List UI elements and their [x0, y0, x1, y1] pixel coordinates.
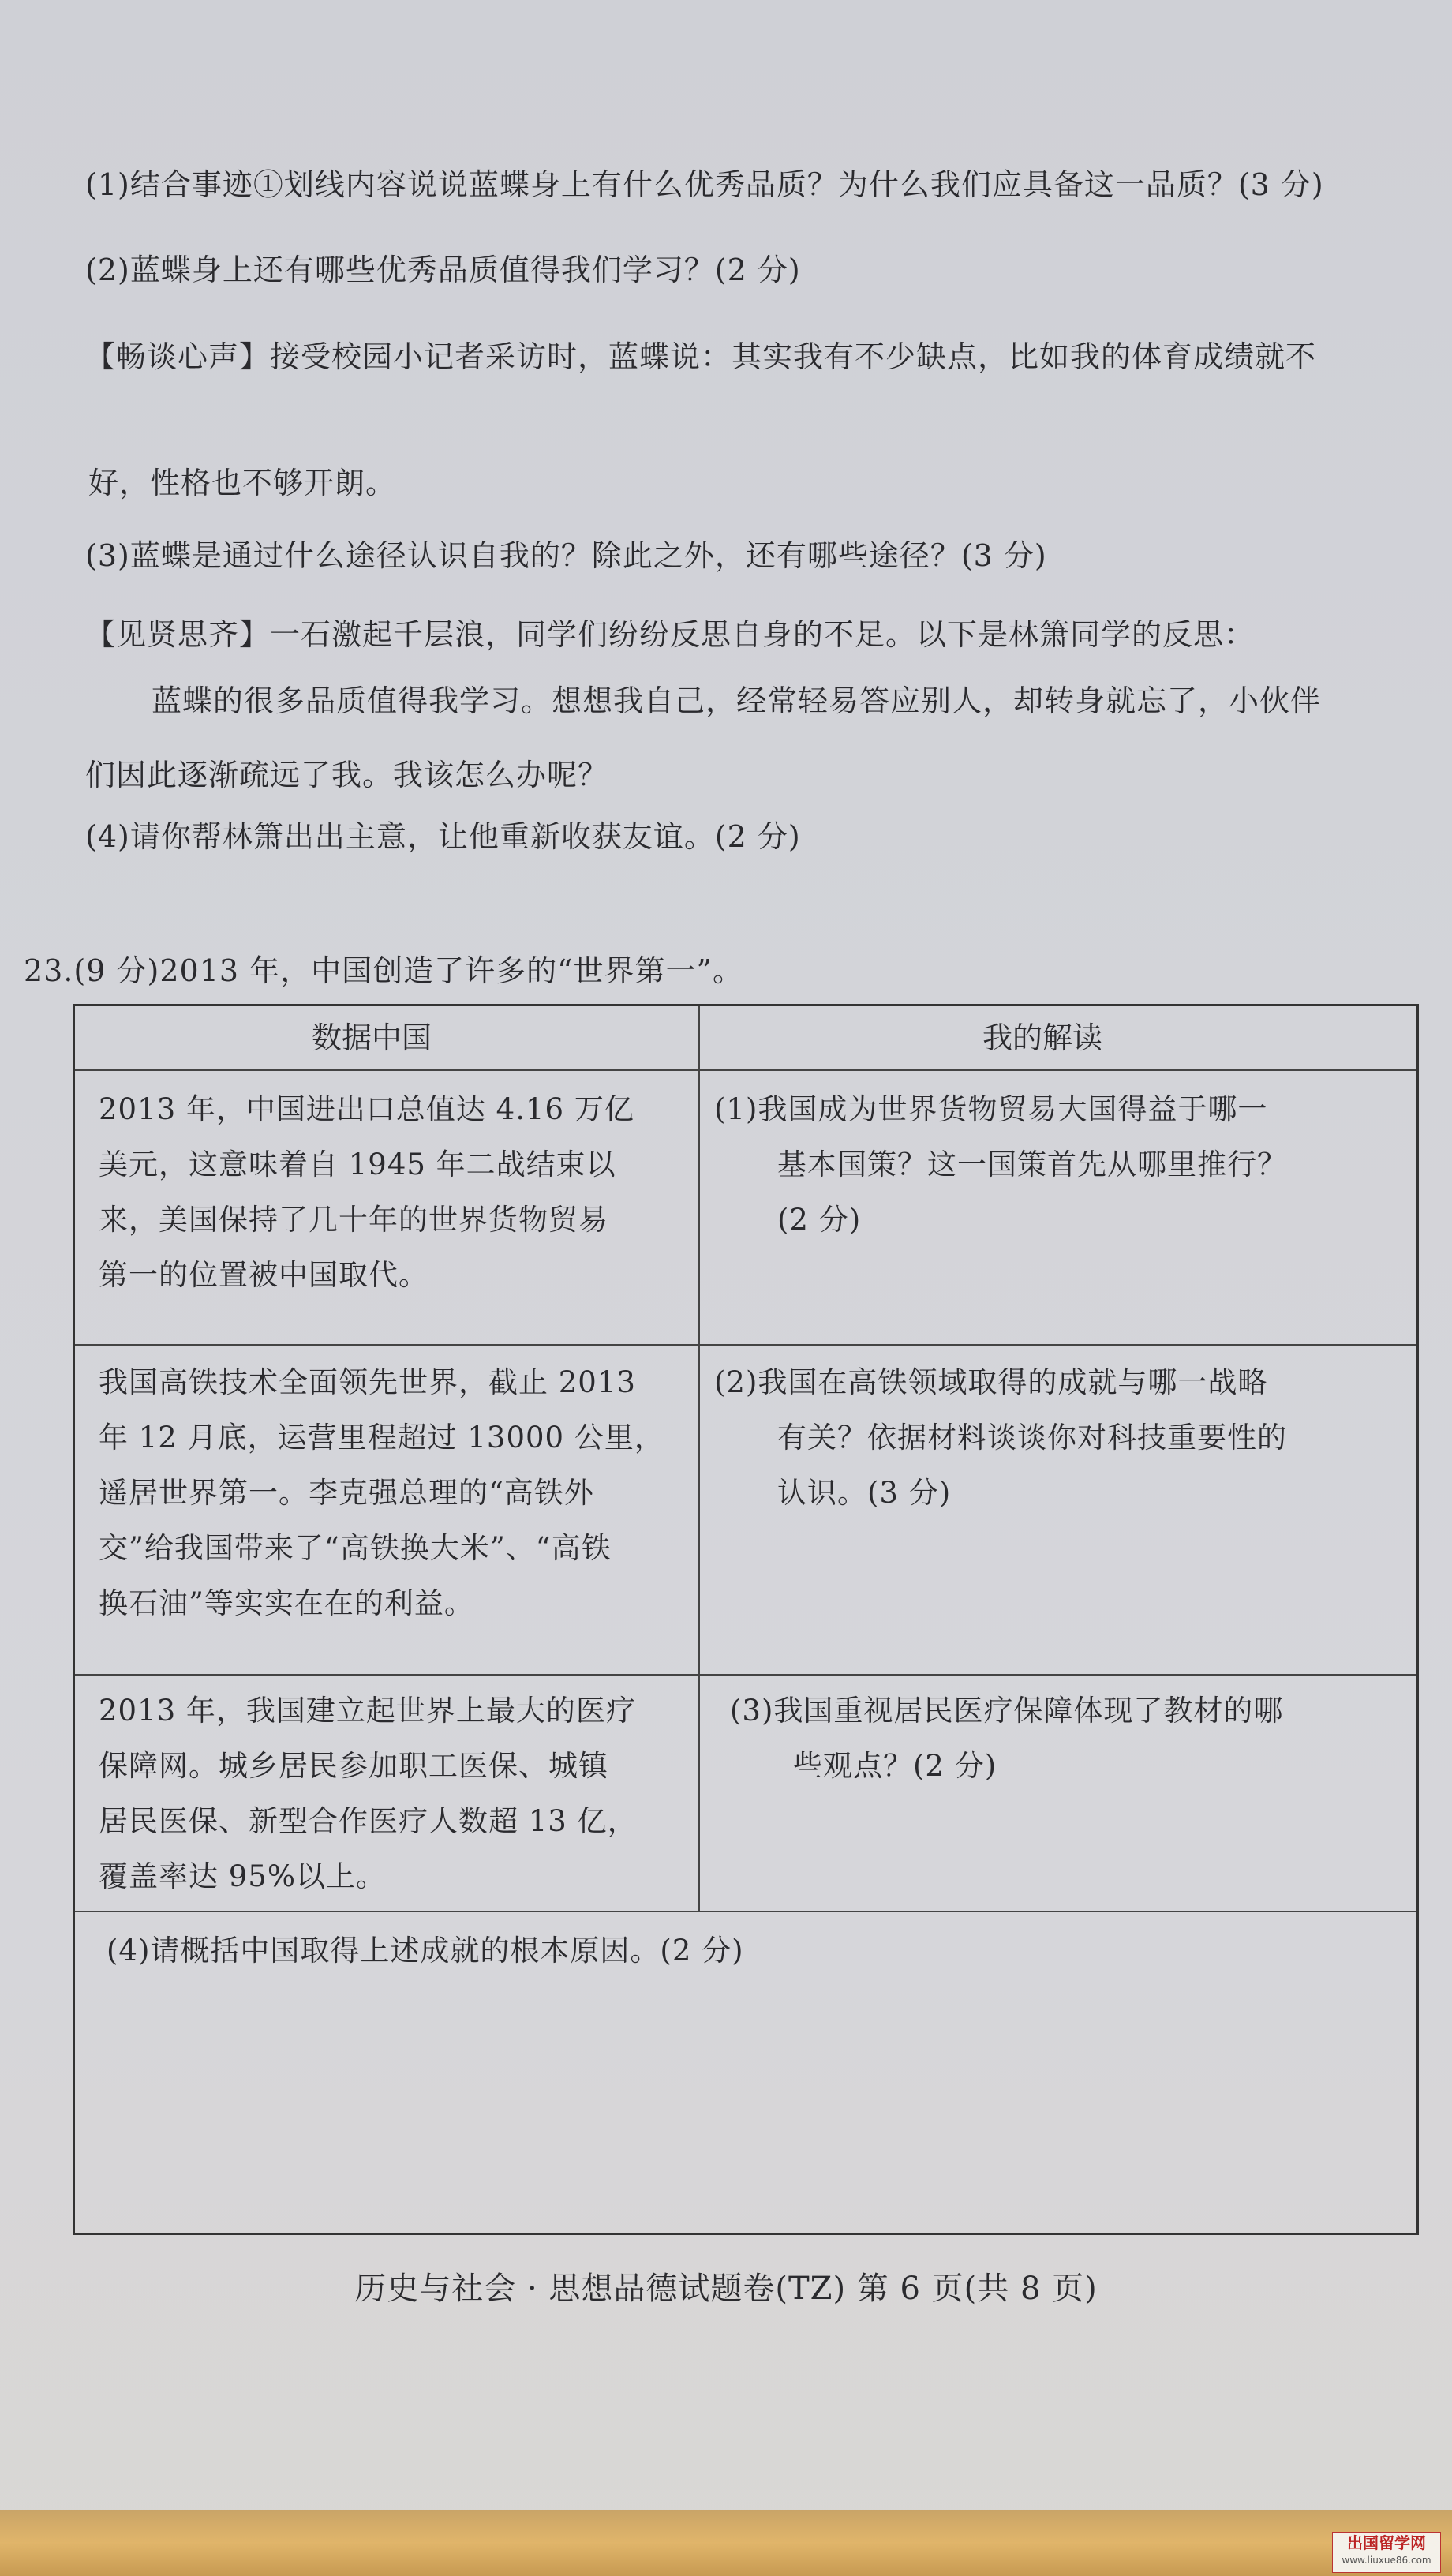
final-question: (4)请概括中国取得上述成就的根本原因。(2 分)	[107, 1934, 744, 1968]
header-data-china: 数据中国	[312, 1020, 432, 1055]
row-1-data-cell	[99, 1082, 634, 1303]
desk-background	[0, 2510, 1452, 2576]
header-my-reading: 我的解读	[982, 1020, 1103, 1055]
row-1-data-line: 2013 年，中国进出口总值达 4.16 万亿	[99, 1092, 634, 1126]
row-3-data-line: 保障网。城乡居民参加职工医保、城镇	[99, 1749, 608, 1783]
voice-paragraph-line-2: 好，性格也不够开朗。	[88, 466, 397, 500]
row-2-question-line: 认识。(3 分)	[777, 1476, 952, 1510]
row-2-data-line: 交”给我国带来了“高铁换大米”、“高铁	[99, 1531, 612, 1565]
row-3-question-line: 些观点？(2 分)	[793, 1749, 997, 1783]
watermark-logo	[1332, 2532, 1441, 2573]
watermark-url: www.liuxue86.com	[1342, 2555, 1431, 2566]
row-2-data-line: 换石油”等实实在在的利益。	[99, 1586, 474, 1620]
row-1-data-line: 来，美国保持了几十年的世界货物贸易	[99, 1203, 608, 1237]
page-footer: 历史与社会 · 思想品德试题卷(TZ) 第 6 页(共 8 页)	[354, 2271, 1098, 2307]
table-header-row	[75, 1006, 1416, 1071]
row-1-data-line: 第一的位置被中国取代。	[99, 1258, 428, 1292]
row-2-data-cell	[99, 1355, 664, 1631]
row-1-data-line: 美元，这意味着自 1945 年二战结束以	[99, 1148, 616, 1181]
row-2-question-line: 有关？依据材料谈谈你对科技重要性的	[777, 1421, 1287, 1455]
reflect-paragraph-line-2: 蓝蝶的很多品质值得我学习。想想我自己，经常轻易答应别人，却转身就忘了，小伙伴	[152, 683, 1322, 718]
watermark-name: 出国留学网	[1347, 2533, 1426, 2552]
row-divider	[75, 1911, 1416, 1912]
question-1: (1)结合事迹①划线内容说说蓝蝶身上有什么优秀品质？为什么我们应具备这一品质？(3 分)	[85, 167, 1324, 202]
question-2: (2)蓝蝶身上还有哪些优秀品质值得我们学习？(2 分)	[85, 253, 801, 287]
question-23-title: 23.(9 分)2013 年，中国创造了许多的“世界第一”。	[24, 953, 743, 988]
row-3-data-cell	[99, 1683, 638, 1904]
row-1-question-line: (2 分)	[777, 1203, 862, 1237]
row-1-question-cell	[714, 1082, 1287, 1248]
row-2-data-line: 遥居世界第一。李克强总理的“高铁外	[99, 1476, 594, 1510]
row-3-question-cell	[730, 1683, 1283, 1794]
question-4: (4)请你帮林箫出出主意，让他重新收获友谊。(2 分)	[85, 819, 801, 854]
row-divider	[75, 1344, 1416, 1346]
question-3: (3)蓝蝶是通过什么途径认识自我的？除此之外，还有哪些途径？(3 分)	[85, 538, 1047, 573]
final-question-cell	[107, 1923, 744, 1979]
data-china-table	[73, 1004, 1419, 2235]
voice-paragraph-line-1: 【畅谈心声】接受校园小记者采访时，蓝蝶说：其实我有不少缺点，比如我的体育成绩就不	[85, 339, 1317, 374]
reflect-paragraph-line-3: 们因此逐渐疏远了我。我该怎么办呢？	[85, 758, 609, 792]
row-2-data-line: 我国高铁技术全面领先世界，截止 2013	[99, 1365, 636, 1399]
row-divider	[75, 1674, 1416, 1676]
row-2-question-line: (2)我国在高铁领域取得的成就与哪一战略	[714, 1365, 1268, 1399]
row-1-question-line: 基本国策？这一国策首先从哪里推行？	[777, 1148, 1287, 1181]
column-divider	[698, 1006, 700, 1911]
reflect-paragraph-line-1: 【见贤思齐】一石激起千层浪，同学们纷纷反思自身的不足。以下是林箫同学的反思：	[85, 617, 1256, 652]
row-3-question-line: (3)我国重视居民医疗保障体现了教材的哪	[730, 1694, 1284, 1728]
row-2-data-line: 年 12 月底，运营里程超过 13000 公里，	[99, 1421, 664, 1455]
row-3-data-line: 2013 年，我国建立起世界上最大的医疗	[99, 1694, 636, 1728]
row-3-data-line: 居民医保、新型合作医疗人数超 13 亿，	[99, 1804, 638, 1838]
row-3-data-line: 覆盖率达 95%以上。	[99, 1859, 386, 1893]
row-2-question-cell	[714, 1355, 1287, 1521]
row-1-question-line: (1)我国成为世界货物贸易大国得益于哪一	[714, 1092, 1268, 1126]
